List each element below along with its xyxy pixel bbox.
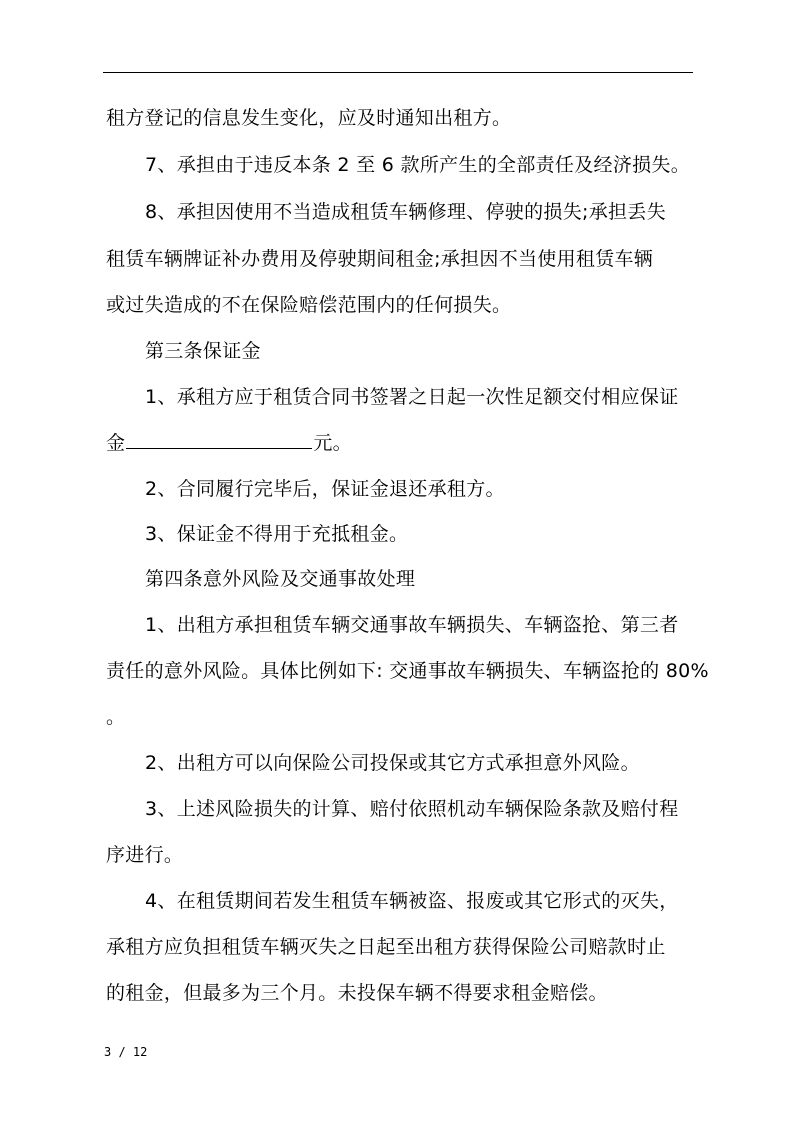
paragraph-line: 8、承担因使用不当造成租赁车辆修理、停驶的损失;承担丢失 (145, 201, 666, 223)
paragraph-line: 3、保证金不得用于充抵租金。 (145, 523, 409, 545)
paragraph-line: 2、出租方可以向保险公司投保或其它方式承担意外风险。 (145, 752, 640, 774)
paragraph-line: 1、出租方承担租赁车辆交通事故车辆损失、车辆盗抢、第三者 (145, 614, 679, 636)
paragraph-line: 。 (106, 706, 126, 728)
page-number: 3 / 12 (104, 1045, 148, 1059)
paragraph-line: 2、合同履行完毕后，保证金退还承租方。 (145, 478, 505, 500)
deposit-prefix: 金 (106, 432, 126, 454)
paragraph-line: 或过失造成的不在保险赔偿范围内的任何损失。 (106, 294, 512, 316)
paragraph-line: 责任的意外风险。具体比例如下: 交通事故车辆损失、车辆盗抢的 80% (106, 660, 709, 682)
paragraph-line: 租赁车辆牌证补办费用及停驶期间租金;承担因不当使用租赁车辆 (106, 248, 654, 270)
paragraph-line: 4、在租赁期间若发生租赁车辆被盗、报废或其它形式的灭失， (145, 890, 679, 912)
deposit-line (106, 432, 352, 454)
paragraph-line: 序进行。 (106, 844, 184, 866)
paragraph-line: 1、承租方应于租赁合同书签署之日起一次性足额交付相应保证 (145, 386, 679, 408)
deposit-amount-blank (126, 433, 312, 449)
section-heading: 第三条保证金 (145, 340, 261, 362)
paragraph-line: 的租金，但最多为三个月。未投保车辆不得要求租金赔偿。 (106, 982, 608, 1004)
paragraph-line: 租方登记的信息发生变化，应及时通知出租方。 (106, 107, 512, 129)
deposit-suffix: 元。 (313, 432, 352, 454)
header-rule (103, 72, 693, 73)
paragraph-line: 承租方应负担租赁车辆灭失之日起至出租方获得保险公司赔款时止 (106, 936, 666, 958)
paragraph-line: 7、承担由于违反本条 2 至 6 款所产生的全部责任及经济损失。 (145, 154, 691, 176)
section-heading: 第四条意外风险及交通事故处理 (145, 568, 416, 590)
paragraph-line: 3、上述风险损失的计算、赔付依照机动车辆保险条款及赔付程 (145, 798, 679, 820)
